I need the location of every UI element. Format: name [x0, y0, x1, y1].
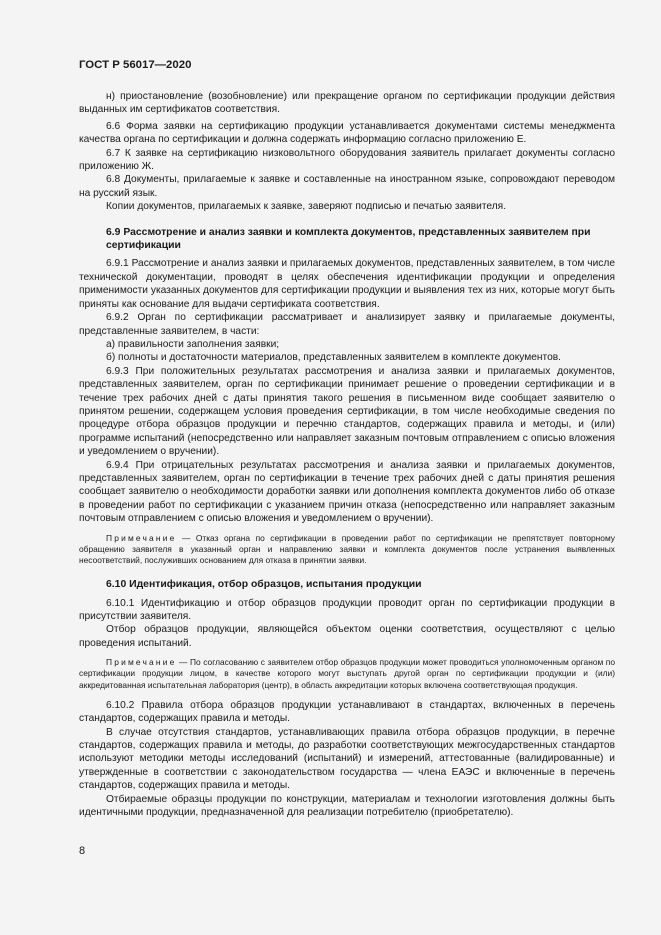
paragraph-6-7: 6.7 К заявке на сертификацию низковольтного оборудования заявитель прилагает документы согласно приложению Ж. — [79, 147, 615, 173]
paragraph-6-9-4: 6.9.4 При отрицательных результатах рассмотрения и анализа заявки и прилагаемых документов, представленных заявителем, орган по сертификации в течение трех рабочих дней с даты принятия решения сообщает заявителю о необходимости доработки заявки или дополнения комплекта документов либо об отказе в проведении работ по сертификации с указанием причин отказа (непосредственно или направляет заказным почтовым отправлением с описью вложения и уведомлением о вручении). — [79, 459, 615, 525]
note-label: Примечание — [106, 657, 177, 668]
document-body — [79, 90, 615, 820]
paragraph-n: н) приостановление (возобновление) или прекращение органом по сертификации продукции действия выданных им сертификатов соответствия. — [79, 91, 615, 116]
section-heading-6-9: 6.9 Рассмотрение и анализ заявки и комплекта документов, представленных заявителем при сертификации — [106, 226, 591, 252]
paragraph-6-8: 6.8 Документы, прилагаемые к заявке и составленные на иностранном языке, сопровождают переводом на русский язык. — [79, 174, 615, 199]
paragraph-6-10-1-sampling: Отбор образцов продукции, являющейся объектом оценки соответствия, осуществляют с целью проведения испытаний. — [79, 624, 615, 649]
paragraph-6-10-1: 6.10.1 Идентификацию и отбор образцов продукции проводит орган по сертификации продукции в присутствии заявителя. — [79, 597, 615, 623]
note-6-9 — [79, 533, 615, 567]
list-item-b: б) полноты и достаточности материалов, представленных заявителем в комплекте документов. — [106, 352, 562, 364]
paragraph-6-9-2: 6.9.2 Орган по сертификации рассматривает и анализирует заявку и прилагаемые документы, представленные заявителем, в части: — [79, 312, 615, 337]
paragraph-6-10-2-identical: Отбираемые образцы продукции по конструкции, материалам и технологии изготовления должны быть идентичными продукции, предназначенной для реализации потребителю (приобретателю). — [79, 793, 615, 819]
paragraph-6-9-1: 6.9.1 Рассмотрение и анализ заявки и прилагаемых документов, представленных заявителем, в том числе технической документации, проводят в целях обеспечения идентификации продукции и определения применимости указанных документов для сертификации продукции и выявления тех из них, которые могут быть приняты как основание для выдачи сертификата соответствия. — [79, 258, 615, 310]
paragraph-6-10-2: 6.10.2 Правила отбора образцов продукции устанавливают в стандартах, включенных в перечень стандартов, содержащих правила и методы. — [79, 699, 615, 725]
note-text: — Отказ органа по сертификации в проведении работ по сертификации не препятствует повторному обращению заявителя в указанный орган и направлению заявки и комплекта документов после устранения выявленных несоответствий, послуживших основанием для отказа в принятии заявки. — [79, 532, 615, 565]
note-6-10 — [79, 657, 615, 691]
page-number: 8 — [79, 845, 86, 857]
paragraph-6-9-3: 6.9.3 При положительных результатах рассмотрения и анализа заявки и прилагаемых документов, представленных заявителем, орган по сертификации принимает решение о проведении сертификации и в течение трех рабочих дней с даты принятия такого решения в письменном виде сообщает заявителю о принятом решении, содержащем условия проведения сертификации, в том числе необходимые сведения по процедуре отбора образцов продукции и перечню стандартов, содержащих правила и методы, и (или) программе испытаний (непосредственно или направляет заказным почтовым отправлением с описью вложения и уведомлением о вручении). — [79, 365, 615, 458]
paragraph-6-8-copies: Копии документов, прилагаемых к заявке, заверяют подписью и печатью заявителя. — [106, 201, 507, 213]
list-item-a: а) правильности заполнения заявки; — [106, 338, 280, 350]
section-heading-6-10: 6.10 Идентификация, отбор образцов, испытания продукции — [106, 579, 422, 591]
note-label: Примечание — [106, 532, 177, 543]
paragraph-6-10-2-absence: В случае отсутствия стандартов, устанавливающих правила отбора образцов продукции, в перечне стандартов, содержащих правила и методы, до разработки соответствующих межгосударственных стандартов используют методики методы исследований (испытаний) и измерений, аттестованные (валидированные) и утвержденные в соответствии с законодательством государства — члена ЕАЭС и включенные в перечень стандартов, содержащих правила и методы. — [79, 726, 615, 792]
note-text: — По согласованию с заявителем отбор образцов продукции может проводиться уполномоченным органом по сертификации продукции лицом, в качестве которого могут выступать другой орган по сертификации продукции и (или) аккредитованная испытательная лаборатория (центр), в область аккредитации которых включена соответствующая продукция. — [79, 657, 615, 690]
paragraph-6-6: 6.6 Форма заявки на сертификацию продукции устанавливается документами системы менеджмента качества органа по сертификации и должна содержать информацию согласно приложению Е. — [79, 120, 615, 146]
document-code-header: ГОСТ Р 56017—2020 — [79, 59, 192, 71]
